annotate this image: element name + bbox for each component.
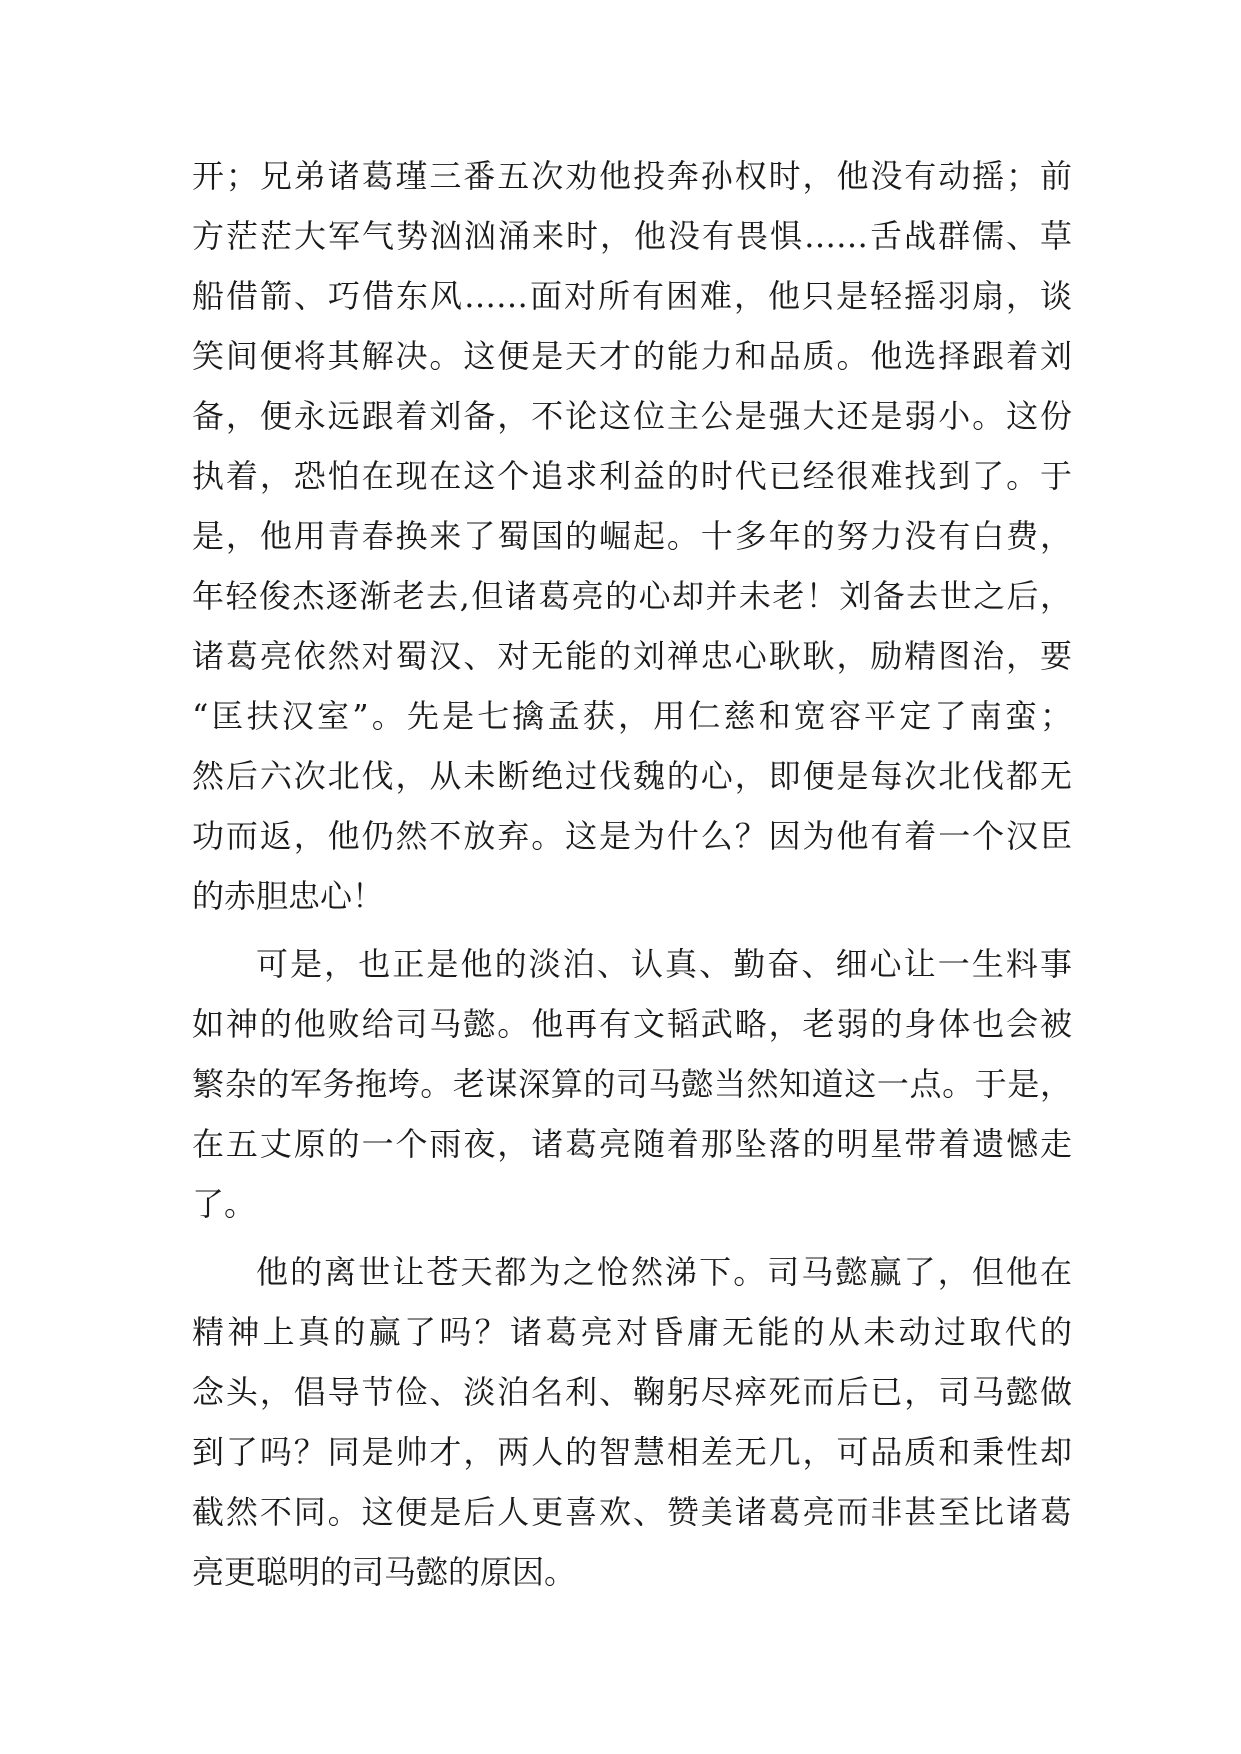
document-body	[192, 146, 1072, 1602]
text-line: 方茫茫大军气势汹汹涌来时，他没有畏惧……舌战群儒、草	[192, 217, 1072, 255]
text-line: 开；兄弟诸葛瑾三番五次劝他投奔孙权时，他没有动摇；前	[192, 157, 1072, 195]
text-line: 他的离世让苍天都为之怆然涕下。司马懿赢了，但他在	[256, 1253, 1072, 1291]
paragraph-1	[192, 146, 1072, 926]
text-line: 是，他用青春换来了蜀国的崛起。十多年的努力没有白费，	[192, 517, 1072, 555]
text-line: 在五丈原的一个雨夜，诸葛亮随着那坠落的明星带着遗憾走	[192, 1125, 1072, 1163]
text-line: 如神的他败给司马懿。他再有文韬武略，老弱的身体也会被	[192, 1005, 1072, 1043]
paragraph-2	[192, 934, 1072, 1234]
text-line: 笑间便将其解决。这便是天才的能力和品质。他选择跟着刘	[192, 337, 1072, 375]
text-line: 到了吗？同是帅才，两人的智慧相差无几，可品质和秉性却	[192, 1433, 1072, 1471]
text-line: “匡扶汉室”。先是七擒孟获，用仁慈和宽容平定了南蛮；	[192, 697, 1072, 735]
text-line: 船借箭、巧借东风……面对所有困难，他只是轻摇羽扇，谈	[192, 277, 1072, 315]
text-line: 了。	[192, 1185, 257, 1223]
paragraph-spacer	[192, 1234, 1072, 1242]
text-line: 可是，也正是他的淡泊、认真、勤奋、细心让一生料事	[256, 945, 1072, 983]
text-line: 年轻俊杰逐渐老去,但诸葛亮的心却并未老！刘备去世之后，	[192, 577, 1072, 615]
text-line: 备，便永远跟着刘备，不论这位主公是强大还是弱小。这份	[192, 397, 1072, 435]
text-line: 的赤胆忠心！	[192, 877, 385, 915]
text-line: 精神上真的赢了吗？诸葛亮对昏庸无能的从未动过取代的	[192, 1313, 1072, 1351]
text-line: 执着，恐怕在现在这个追求利益的时代已经很难找到了。于	[192, 457, 1072, 495]
text-line: 念头，倡导节俭、淡泊名利、鞠躬尽瘁死而后已，司马懿做	[192, 1373, 1072, 1411]
paragraph-spacer	[192, 926, 1072, 934]
text-line: 诸葛亮依然对蜀汉、对无能的刘禅忠心耿耿，励精图治，要	[192, 637, 1072, 675]
paragraph-3	[192, 1242, 1072, 1602]
text-line: 功而返，他仍然不放弃。这是为什么？因为他有着一个汉臣	[192, 817, 1072, 855]
text-line: 繁杂的军务拖垮。老谋深算的司马懿当然知道这一点。于是，	[192, 1065, 1072, 1103]
text-line: 亮更聪明的司马懿的原因。	[192, 1553, 577, 1591]
text-line: 然后六次北伐，从未断绝过伐魏的心，即便是每次北伐都无	[192, 757, 1072, 795]
text-line: 截然不同。这便是后人更喜欢、赞美诸葛亮而非甚至比诸葛	[192, 1493, 1072, 1531]
